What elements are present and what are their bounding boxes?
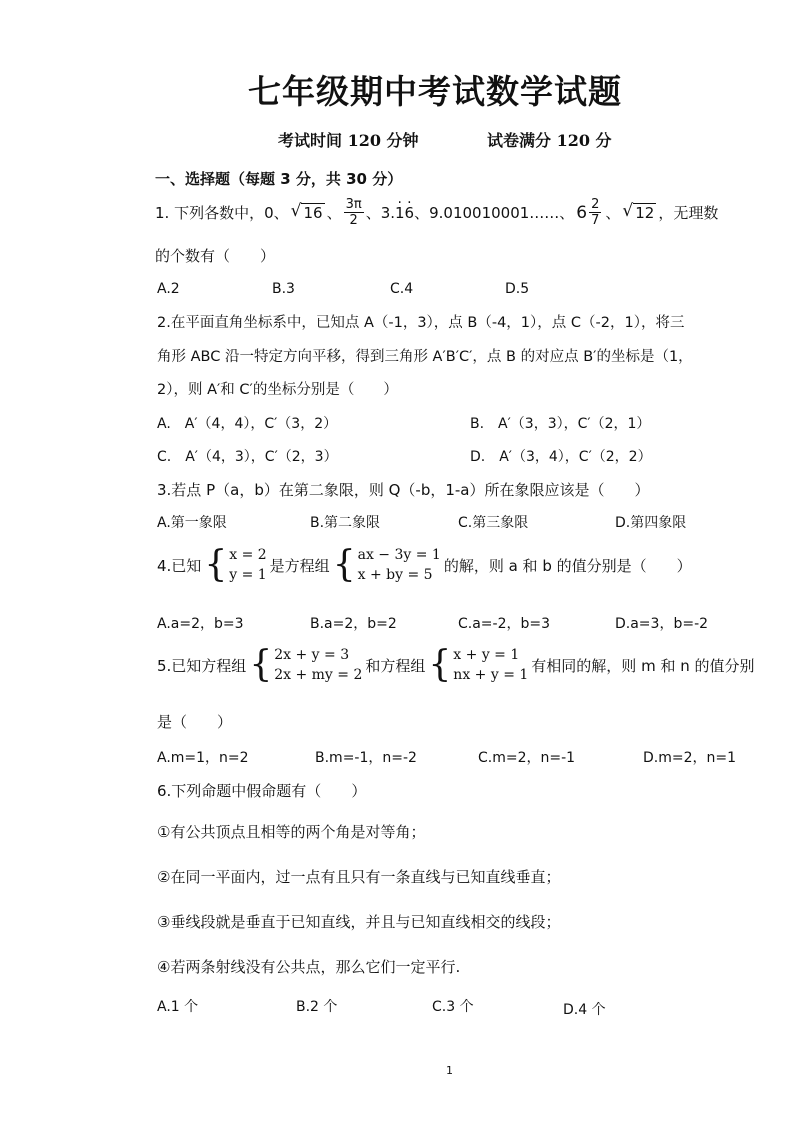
q1-sep4: 、 <box>605 204 621 222</box>
q1-sep2: 、3. <box>365 204 395 222</box>
section-heading-choice: 一、选择题（每题 3 分，共 30 分） <box>155 170 403 188</box>
q5-prefix: 5.已知方程组 <box>157 656 247 675</box>
q1-sqrt12: √ 12 <box>622 201 655 222</box>
q4-system-equations: { ax − 3y = 1 x + by = 5 <box>332 544 441 585</box>
q5-system-1: { 2x + y = 3 2x + my = 2 <box>249 644 363 685</box>
q4-prefix: 4.已知 <box>157 556 202 575</box>
q3-stem: 3.若点 P（a，b）在第二象限，则 Q（-b，1-a）所在象限应该是（ ） <box>157 481 650 499</box>
q5-sys1-eq2: 2x + my = 2 <box>274 667 363 683</box>
q1-mixed-num: 2 <box>591 197 600 212</box>
q1-stem-line1 <box>155 198 718 227</box>
q6-statement-1: ①有公共顶点且相等的两个角是对等角； <box>157 823 426 841</box>
q5-stem-line2: 是（ ） <box>157 713 233 731</box>
q1-option-b: B.3 <box>272 281 295 297</box>
q5-sys1-eq1: 2x + y = 3 <box>274 647 350 663</box>
q4-stem <box>157 545 692 585</box>
q3-option-a: A.第一象限 <box>157 515 227 531</box>
q1-sqrt12-radicand: 12 <box>635 204 655 222</box>
q1-sqrt16: √ 16 <box>290 201 323 222</box>
q5-stem-line1 <box>157 645 755 685</box>
q1-sep3: 、9.010010001……、 <box>414 204 575 222</box>
q1-stem-line2: 的个数有（ ） <box>155 247 276 265</box>
q1-suffix: ，无理数 <box>658 204 719 222</box>
q6-option-d: D.4 个 <box>563 1002 606 1018</box>
q6-option-b: B.2 个 <box>296 999 338 1015</box>
q1-sep1: 、 <box>326 204 342 222</box>
q2-option-c: C. A′（4，3），C′（2，3） <box>157 449 338 465</box>
q1-mixed-whole: 6 <box>576 202 588 223</box>
q1-frac-num: 3π <box>345 197 362 212</box>
q4-sys1-eq2: y = 1 <box>229 567 267 583</box>
q2-stem-line2: 角形 ABC 沿一特定方向平移，得到三角形 A′B′C′，点 B 的对应点 B′的坐标是（1， <box>157 349 693 365</box>
q6-statement-2: ②在同一平面内，过一点有且只有一条直线与已知直线垂直； <box>157 868 561 886</box>
q1-option-d: D.5 <box>505 281 530 297</box>
q4-sys1-eq1: x = 2 <box>229 547 267 563</box>
q1-mixed-den: 7 <box>591 213 600 228</box>
q4-system-solution: { x = 2 y = 1 <box>204 544 267 585</box>
q1-repeat-digit-1: · 1 <box>395 204 405 222</box>
q1-option-c: C.4 <box>390 281 414 297</box>
q2-stem-line3: 2），则 A′和 C′的坐标分别是（ ） <box>157 382 398 398</box>
q5-option-a: A.m=1，n=2 <box>157 750 249 766</box>
q5-mid: 和方程组 <box>365 656 426 675</box>
q2-option-b: B. A′（3，3），C′（2，1） <box>470 416 651 432</box>
q5-system-2: { x + y = 1 nx + y = 1 <box>428 644 529 685</box>
q6-option-c: C.3 个 <box>432 999 474 1015</box>
q5-option-c: C.m=2，n=-1 <box>478 750 576 766</box>
q4-option-b: B.a=2，b=2 <box>310 616 397 632</box>
exam-title: 七年级期中考试数学试题 <box>248 72 622 111</box>
q6-statement-3: ③垂线段就是垂直于已知直线，并且与已知直线相交的线段； <box>157 913 561 931</box>
q2-stem-line1: 2.在平面直角坐标系中，已知点 A（-1，3），点 B（-4，1），点 C（-2，1），将三 <box>157 315 685 331</box>
q1-fraction-3pi-2 <box>344 198 364 227</box>
q1-frac-den: 2 <box>349 213 358 228</box>
q6-option-a: A.1 个 <box>157 999 199 1015</box>
q2-option-d: D. A′（3，4），C′（2，2） <box>470 449 652 465</box>
exam-time: 考试时间 120 分钟 <box>278 131 419 150</box>
q5-sys2-eq1: x + y = 1 <box>453 647 520 663</box>
exam-full-score: 试卷满分 120 分 <box>487 131 612 150</box>
q4-mid: 是方程组 <box>269 556 330 575</box>
q3-option-c: C.第三象限 <box>458 515 529 531</box>
q1-repeat-digit-2: · 6 <box>405 204 415 222</box>
q5-option-b: B.m=-1，n=-2 <box>315 750 417 766</box>
q3-option-d: D.第四象限 <box>615 515 687 531</box>
q5-sys2-eq2: nx + y = 1 <box>453 667 529 683</box>
q6-stem: 6.下列命题中假命题有（ ） <box>157 782 367 800</box>
q2-option-a: A. A′（4，4），C′（3，2） <box>157 416 338 432</box>
q3-option-b: B.第二象限 <box>310 515 381 531</box>
q4-option-c: C.a=-2，b=3 <box>458 616 551 632</box>
page-number: 1 <box>446 1064 453 1077</box>
q1-prefix: 1. 下列各数中，0、 <box>155 204 289 222</box>
q5-suffix: 有相同的解，则 m 和 n 的值分别 <box>531 656 755 675</box>
q4-sys2-eq2: x + by = 5 <box>357 567 433 583</box>
q1-sqrt16-radicand: 16 <box>303 204 323 222</box>
q4-suffix: 的解，则 a 和 b 的值分别是（ ） <box>443 556 692 575</box>
q4-option-d: D.a=3，b=-2 <box>615 616 709 632</box>
q4-option-a: A.a=2，b=3 <box>157 616 244 632</box>
q4-sys2-eq1: ax − 3y = 1 <box>357 547 441 563</box>
q1-mixed-number <box>576 198 603 227</box>
q5-option-d: D.m=2，n=1 <box>643 750 737 766</box>
q1-option-a: A.2 <box>157 281 180 297</box>
q6-statement-4: ④若两条射线没有公共点，那么它们一定平行. <box>157 958 461 976</box>
